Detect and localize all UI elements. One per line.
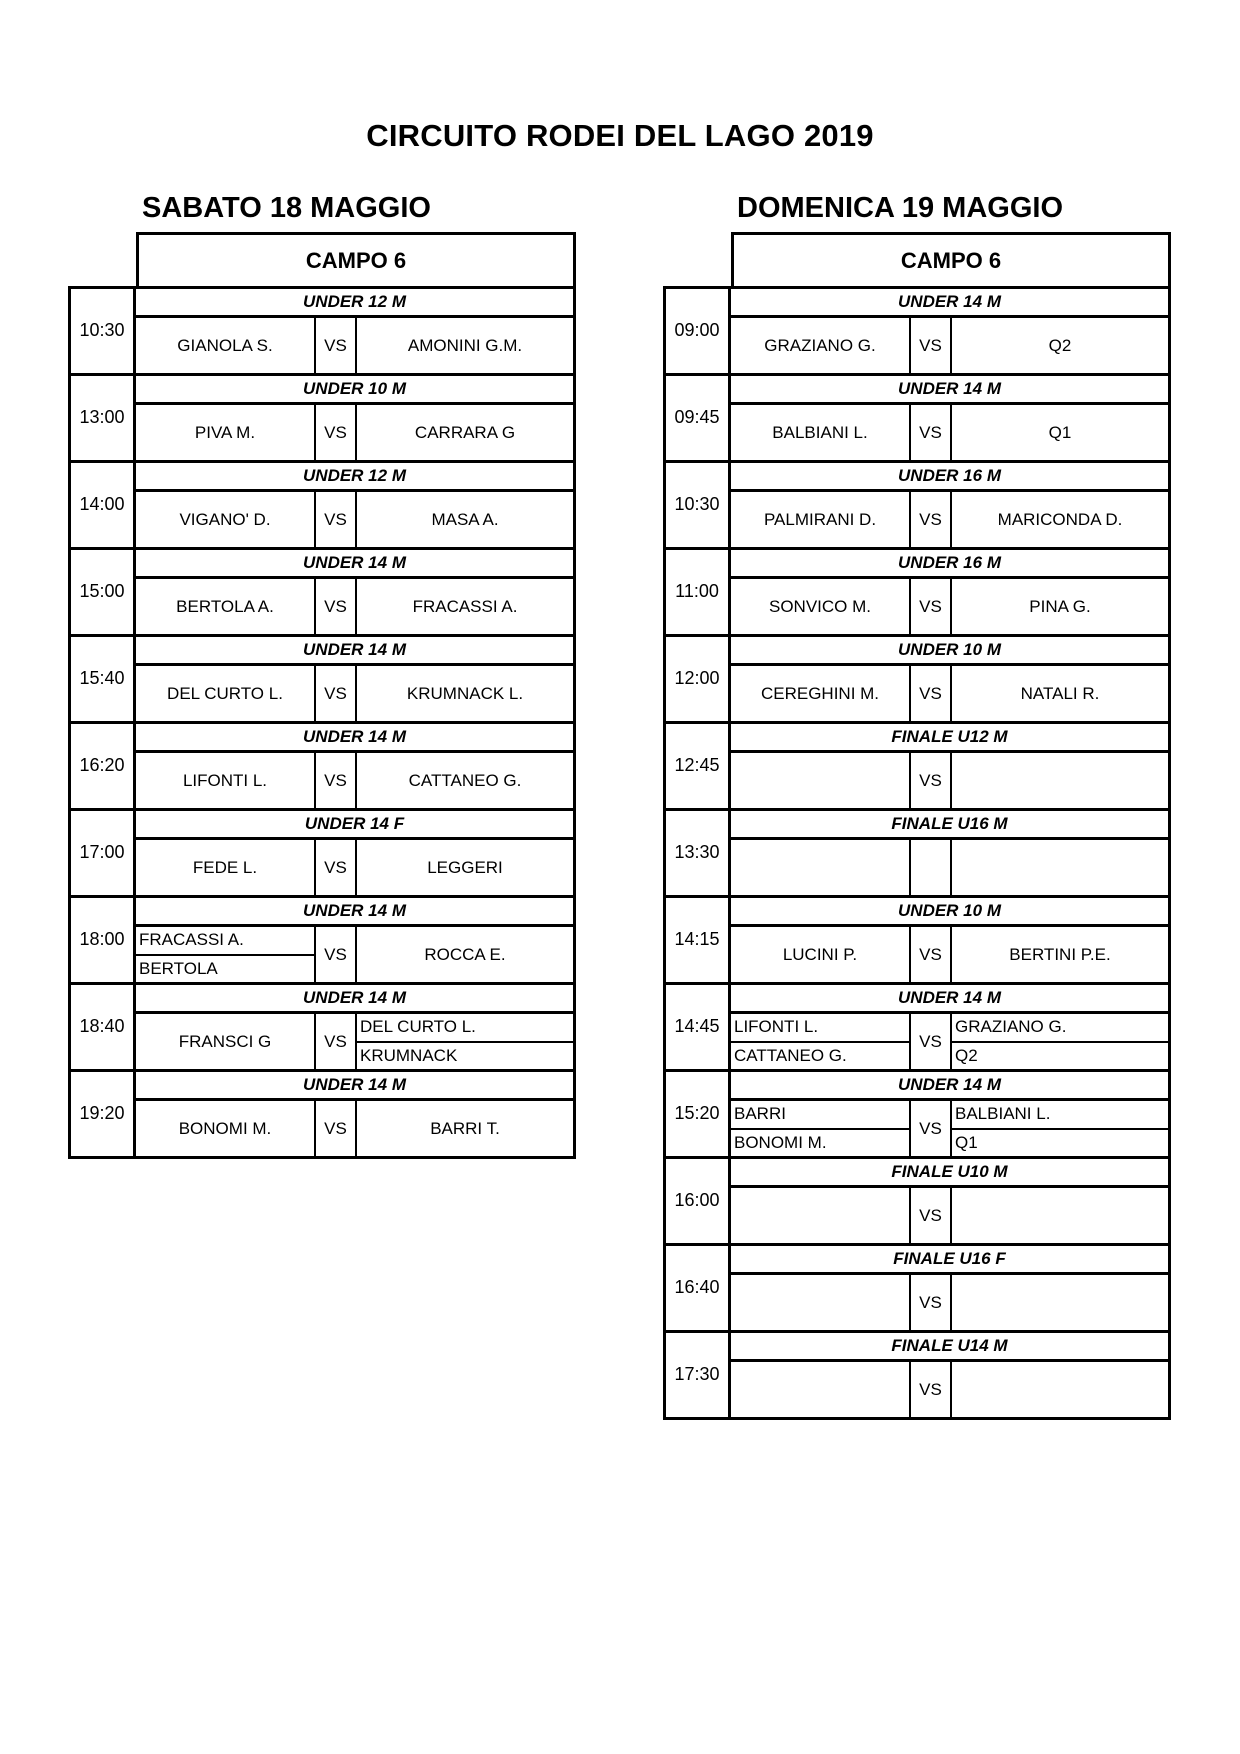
- match-time: 17:00: [71, 811, 136, 895]
- match-teams: [136, 405, 573, 460]
- team-left: [136, 666, 316, 721]
- match-category: FINALE U16 M: [731, 811, 1168, 840]
- vs-label: VS: [911, 405, 952, 460]
- match-block: [663, 1330, 1171, 1420]
- team-left: [731, 666, 911, 721]
- page-title: CIRCUITO RODEI DEL LAGO 2019: [366, 118, 874, 153]
- match-time: 14:15: [666, 898, 731, 982]
- match-block: [68, 460, 576, 550]
- team-right: [952, 1014, 1168, 1069]
- vs-label: VS: [911, 927, 952, 982]
- match-teams: [136, 318, 573, 373]
- match-time: 19:20: [71, 1072, 136, 1156]
- vs-label: VS: [911, 579, 952, 634]
- match-time: 16:40: [666, 1246, 731, 1330]
- match-block: [68, 808, 576, 898]
- player-name: FEDE L.: [192, 857, 258, 877]
- match-category: UNDER 14 M: [731, 1072, 1168, 1101]
- team-right: [357, 840, 573, 895]
- match-time: 15:40: [71, 637, 136, 721]
- match-teams: [136, 492, 573, 547]
- match-details: [136, 637, 573, 721]
- team-left: [731, 318, 911, 373]
- match-teams: [731, 1362, 1168, 1417]
- match-teams: [731, 405, 1168, 460]
- match-details: [731, 985, 1168, 1069]
- team-left: [136, 405, 316, 460]
- match-block: [68, 982, 576, 1072]
- match-block: [663, 721, 1171, 811]
- match-time: 15:20: [666, 1072, 731, 1156]
- match-details: [731, 289, 1168, 373]
- player-name: BERTOLA: [136, 954, 314, 983]
- team-left: [136, 318, 316, 373]
- match-category: FINALE U12 M: [731, 724, 1168, 753]
- player-name: PINA G.: [1029, 596, 1091, 616]
- team-right: [952, 927, 1168, 982]
- player-name: CATTANEO G.: [408, 770, 522, 790]
- match-teams: [731, 840, 1168, 895]
- match-time: 13:30: [666, 811, 731, 895]
- match-time: 18:40: [71, 985, 136, 1069]
- team-right: [952, 666, 1168, 721]
- match-block: [68, 373, 576, 463]
- vs-label: VS: [911, 318, 952, 373]
- team-right: [357, 1014, 573, 1069]
- team-right: [952, 1362, 1168, 1417]
- match-category: UNDER 14 M: [136, 1072, 573, 1101]
- match-category: UNDER 14 M: [136, 637, 573, 666]
- match-details: [731, 1159, 1168, 1243]
- player-name: Q1: [952, 1128, 1168, 1157]
- match-category: UNDER 14 M: [136, 985, 573, 1014]
- player-name: FRACASSI A.: [139, 930, 244, 950]
- match-category: UNDER 14 M: [136, 898, 573, 927]
- player-name: CATTANEO G.: [731, 1041, 909, 1070]
- match-teams: [136, 1101, 573, 1156]
- player-name: BERTINI P.E.: [1009, 944, 1111, 964]
- team-right: [357, 753, 573, 808]
- vs-label: VS: [316, 492, 357, 547]
- team-right: [357, 405, 573, 460]
- vs-label: VS: [911, 1101, 952, 1156]
- match-category: UNDER 14 M: [136, 550, 573, 579]
- team-left: [136, 753, 316, 808]
- match-block: [68, 895, 576, 985]
- team-left: [731, 1014, 911, 1069]
- team-right: [952, 492, 1168, 547]
- team-right: [357, 492, 573, 547]
- team-right: [952, 1275, 1168, 1330]
- vs-label: VS: [316, 405, 357, 460]
- match-category: UNDER 10 M: [136, 376, 573, 405]
- match-teams: [731, 492, 1168, 547]
- player-name: Q2: [1048, 335, 1072, 355]
- player-name: Q2: [952, 1041, 1168, 1070]
- match-block: [663, 1156, 1171, 1246]
- team-left: [731, 753, 911, 808]
- match-time: 09:45: [666, 376, 731, 460]
- vs-label: VS: [911, 1275, 952, 1330]
- player-name: FRANSCI G: [178, 1031, 272, 1051]
- match-category: UNDER 12 M: [136, 463, 573, 492]
- match-category: UNDER 10 M: [731, 898, 1168, 927]
- match-details: [731, 463, 1168, 547]
- match-category: UNDER 10 M: [731, 637, 1168, 666]
- vs-label: VS: [316, 927, 357, 982]
- player-name: MASA A.: [431, 509, 499, 529]
- team-right: [952, 753, 1168, 808]
- player-name: KRUMNACK: [357, 1041, 573, 1070]
- match-teams: [731, 927, 1168, 982]
- player-name: GIANOLA S.: [177, 335, 273, 355]
- team-right: [952, 1188, 1168, 1243]
- team-right: [357, 666, 573, 721]
- player-name: LIFONTI L.: [734, 1017, 819, 1037]
- match-details: [731, 1072, 1168, 1156]
- team-left: [731, 1275, 911, 1330]
- player-name: NATALI R.: [1020, 683, 1100, 703]
- team-left: [731, 927, 911, 982]
- match-time: 13:00: [71, 376, 136, 460]
- match-details: [136, 811, 573, 895]
- match-block: [68, 1069, 576, 1159]
- player-name: BERTOLA A.: [176, 596, 274, 616]
- match-teams: [731, 1188, 1168, 1243]
- vs-label: VS: [316, 1101, 357, 1156]
- match-category: UNDER 14 M: [731, 289, 1168, 318]
- team-right: [952, 1101, 1168, 1156]
- vs-label: VS: [316, 840, 357, 895]
- match-teams: [731, 1014, 1168, 1069]
- match-details: [136, 376, 573, 460]
- match-time: 10:30: [71, 289, 136, 373]
- match-details: [136, 724, 573, 808]
- player-name: MARICONDA D.: [997, 509, 1123, 529]
- team-left: [136, 1014, 316, 1069]
- team-right: [357, 927, 573, 982]
- match-block: [663, 373, 1171, 463]
- player-name: SONVICO M.: [768, 596, 871, 616]
- match-time: 14:00: [71, 463, 136, 547]
- match-category: UNDER 16 M: [731, 463, 1168, 492]
- team-right: [952, 318, 1168, 373]
- match-time: 10:30: [666, 463, 731, 547]
- match-details: [731, 637, 1168, 721]
- player-name: DEL CURTO L.: [360, 1017, 476, 1037]
- match-category: UNDER 14 F: [136, 811, 573, 840]
- match-details: [731, 724, 1168, 808]
- match-time: 18:00: [71, 898, 136, 982]
- player-name: LEGGERI: [427, 857, 503, 877]
- player-name: BALBIANI L.: [955, 1104, 1051, 1124]
- team-right: [952, 405, 1168, 460]
- campo-header: CAMPO 6: [731, 232, 1171, 286]
- match-teams: [731, 318, 1168, 373]
- team-left: [731, 1362, 911, 1417]
- vs-label: VS: [911, 666, 952, 721]
- vs-label: VS: [911, 753, 952, 808]
- vs-label: VS: [316, 579, 357, 634]
- match-block: [663, 286, 1171, 376]
- schedule-saturday: [68, 232, 576, 1159]
- player-name: FRACASSI A.: [412, 596, 518, 616]
- match-category: UNDER 16 M: [731, 550, 1168, 579]
- match-block: [663, 982, 1171, 1072]
- match-details: [136, 550, 573, 634]
- match-details: [136, 289, 573, 373]
- match-block: [68, 634, 576, 724]
- match-category: UNDER 12 M: [136, 289, 573, 318]
- match-teams: [136, 753, 573, 808]
- match-teams: [731, 753, 1168, 808]
- player-name: DEL CURTO L.: [167, 683, 283, 703]
- match-teams: [731, 1101, 1168, 1156]
- player-name: CARRARA G: [414, 422, 516, 442]
- match-details: [731, 1246, 1168, 1330]
- schedule-sunday: [663, 232, 1171, 1420]
- match-time: 11:00: [666, 550, 731, 634]
- match-teams: [136, 927, 573, 982]
- team-right: [952, 579, 1168, 634]
- match-block: [663, 808, 1171, 898]
- player-name: PIVA M.: [194, 422, 256, 442]
- vs-label: [911, 840, 952, 895]
- vs-label: VS: [911, 1188, 952, 1243]
- match-details: [136, 985, 573, 1069]
- match-block: [68, 286, 576, 376]
- player-name: BARRI T.: [430, 1118, 500, 1138]
- match-teams: [731, 1275, 1168, 1330]
- team-left: [136, 840, 316, 895]
- match-block: [663, 634, 1171, 724]
- player-name: LIFONTI L.: [182, 770, 268, 790]
- match-block: [663, 460, 1171, 550]
- match-time: 09:00: [666, 289, 731, 373]
- match-details: [731, 376, 1168, 460]
- match-time: 12:00: [666, 637, 731, 721]
- player-name: LUCINI P.: [782, 944, 858, 964]
- match-teams: [731, 579, 1168, 634]
- match-time: 17:30: [666, 1333, 731, 1417]
- team-left: [136, 1101, 316, 1156]
- match-category: UNDER 14 M: [731, 985, 1168, 1014]
- match-block: [68, 721, 576, 811]
- match-details: [731, 811, 1168, 895]
- team-left: [136, 579, 316, 634]
- vs-label: VS: [316, 753, 357, 808]
- match-teams: [136, 666, 573, 721]
- vs-label: VS: [911, 1014, 952, 1069]
- team-left: [731, 1188, 911, 1243]
- match-teams: [136, 579, 573, 634]
- player-name: BARRI: [734, 1104, 786, 1124]
- team-left: [731, 1101, 911, 1156]
- match-category: FINALE U14 M: [731, 1333, 1168, 1362]
- player-name: PALMIRANI D.: [763, 509, 877, 529]
- team-right: [357, 579, 573, 634]
- match-time: 16:20: [71, 724, 136, 808]
- vs-label: VS: [316, 1014, 357, 1069]
- team-right: [357, 1101, 573, 1156]
- day-title-sunday: DOMENICA 19 MAGGIO: [737, 192, 1064, 224]
- player-name: GRAZIANO G.: [955, 1017, 1067, 1037]
- match-category: UNDER 14 M: [136, 724, 573, 753]
- match-category: FINALE U10 M: [731, 1159, 1168, 1188]
- match-block: [663, 1069, 1171, 1159]
- match-time: 14:45: [666, 985, 731, 1069]
- match-time: 12:45: [666, 724, 731, 808]
- match-category: UNDER 14 M: [731, 376, 1168, 405]
- campo-header: CAMPO 6: [136, 232, 576, 286]
- player-name: BONOMI M.: [178, 1118, 272, 1138]
- player-name: CEREGHINI M.: [760, 683, 880, 703]
- player-name: KRUMNACK L.: [406, 683, 524, 703]
- team-left: [136, 927, 316, 982]
- team-left: [731, 492, 911, 547]
- team-left: [136, 492, 316, 547]
- vs-label: VS: [911, 492, 952, 547]
- match-time: 16:00: [666, 1159, 731, 1243]
- player-name: GRAZIANO G.: [764, 335, 876, 355]
- day-title-saturday: SABATO 18 MAGGIO: [142, 192, 431, 224]
- team-right: [357, 318, 573, 373]
- vs-label: VS: [316, 666, 357, 721]
- match-teams: [136, 840, 573, 895]
- team-left: [731, 579, 911, 634]
- vs-label: VS: [911, 1362, 952, 1417]
- match-time: 15:00: [71, 550, 136, 634]
- match-details: [731, 898, 1168, 982]
- player-name: BONOMI M.: [731, 1128, 909, 1157]
- match-block: [663, 547, 1171, 637]
- match-block: [663, 895, 1171, 985]
- match-details: [136, 1072, 573, 1156]
- match-details: [731, 550, 1168, 634]
- match-teams: [136, 1014, 573, 1069]
- team-left: [731, 405, 911, 460]
- match-teams: [731, 666, 1168, 721]
- player-name: Q1: [1048, 422, 1072, 442]
- player-name: VIGANO' D.: [179, 509, 271, 529]
- match-block: [68, 547, 576, 637]
- player-name: ROCCA E.: [424, 944, 506, 964]
- match-category: FINALE U16 F: [731, 1246, 1168, 1275]
- match-details: [136, 898, 573, 982]
- player-name: BALBIANI L.: [772, 422, 868, 442]
- player-name: AMONINI G.M.: [407, 335, 523, 355]
- team-right: [952, 840, 1168, 895]
- match-details: [731, 1333, 1168, 1417]
- match-details: [136, 463, 573, 547]
- team-left: [731, 840, 911, 895]
- vs-label: VS: [316, 318, 357, 373]
- match-block: [663, 1243, 1171, 1333]
